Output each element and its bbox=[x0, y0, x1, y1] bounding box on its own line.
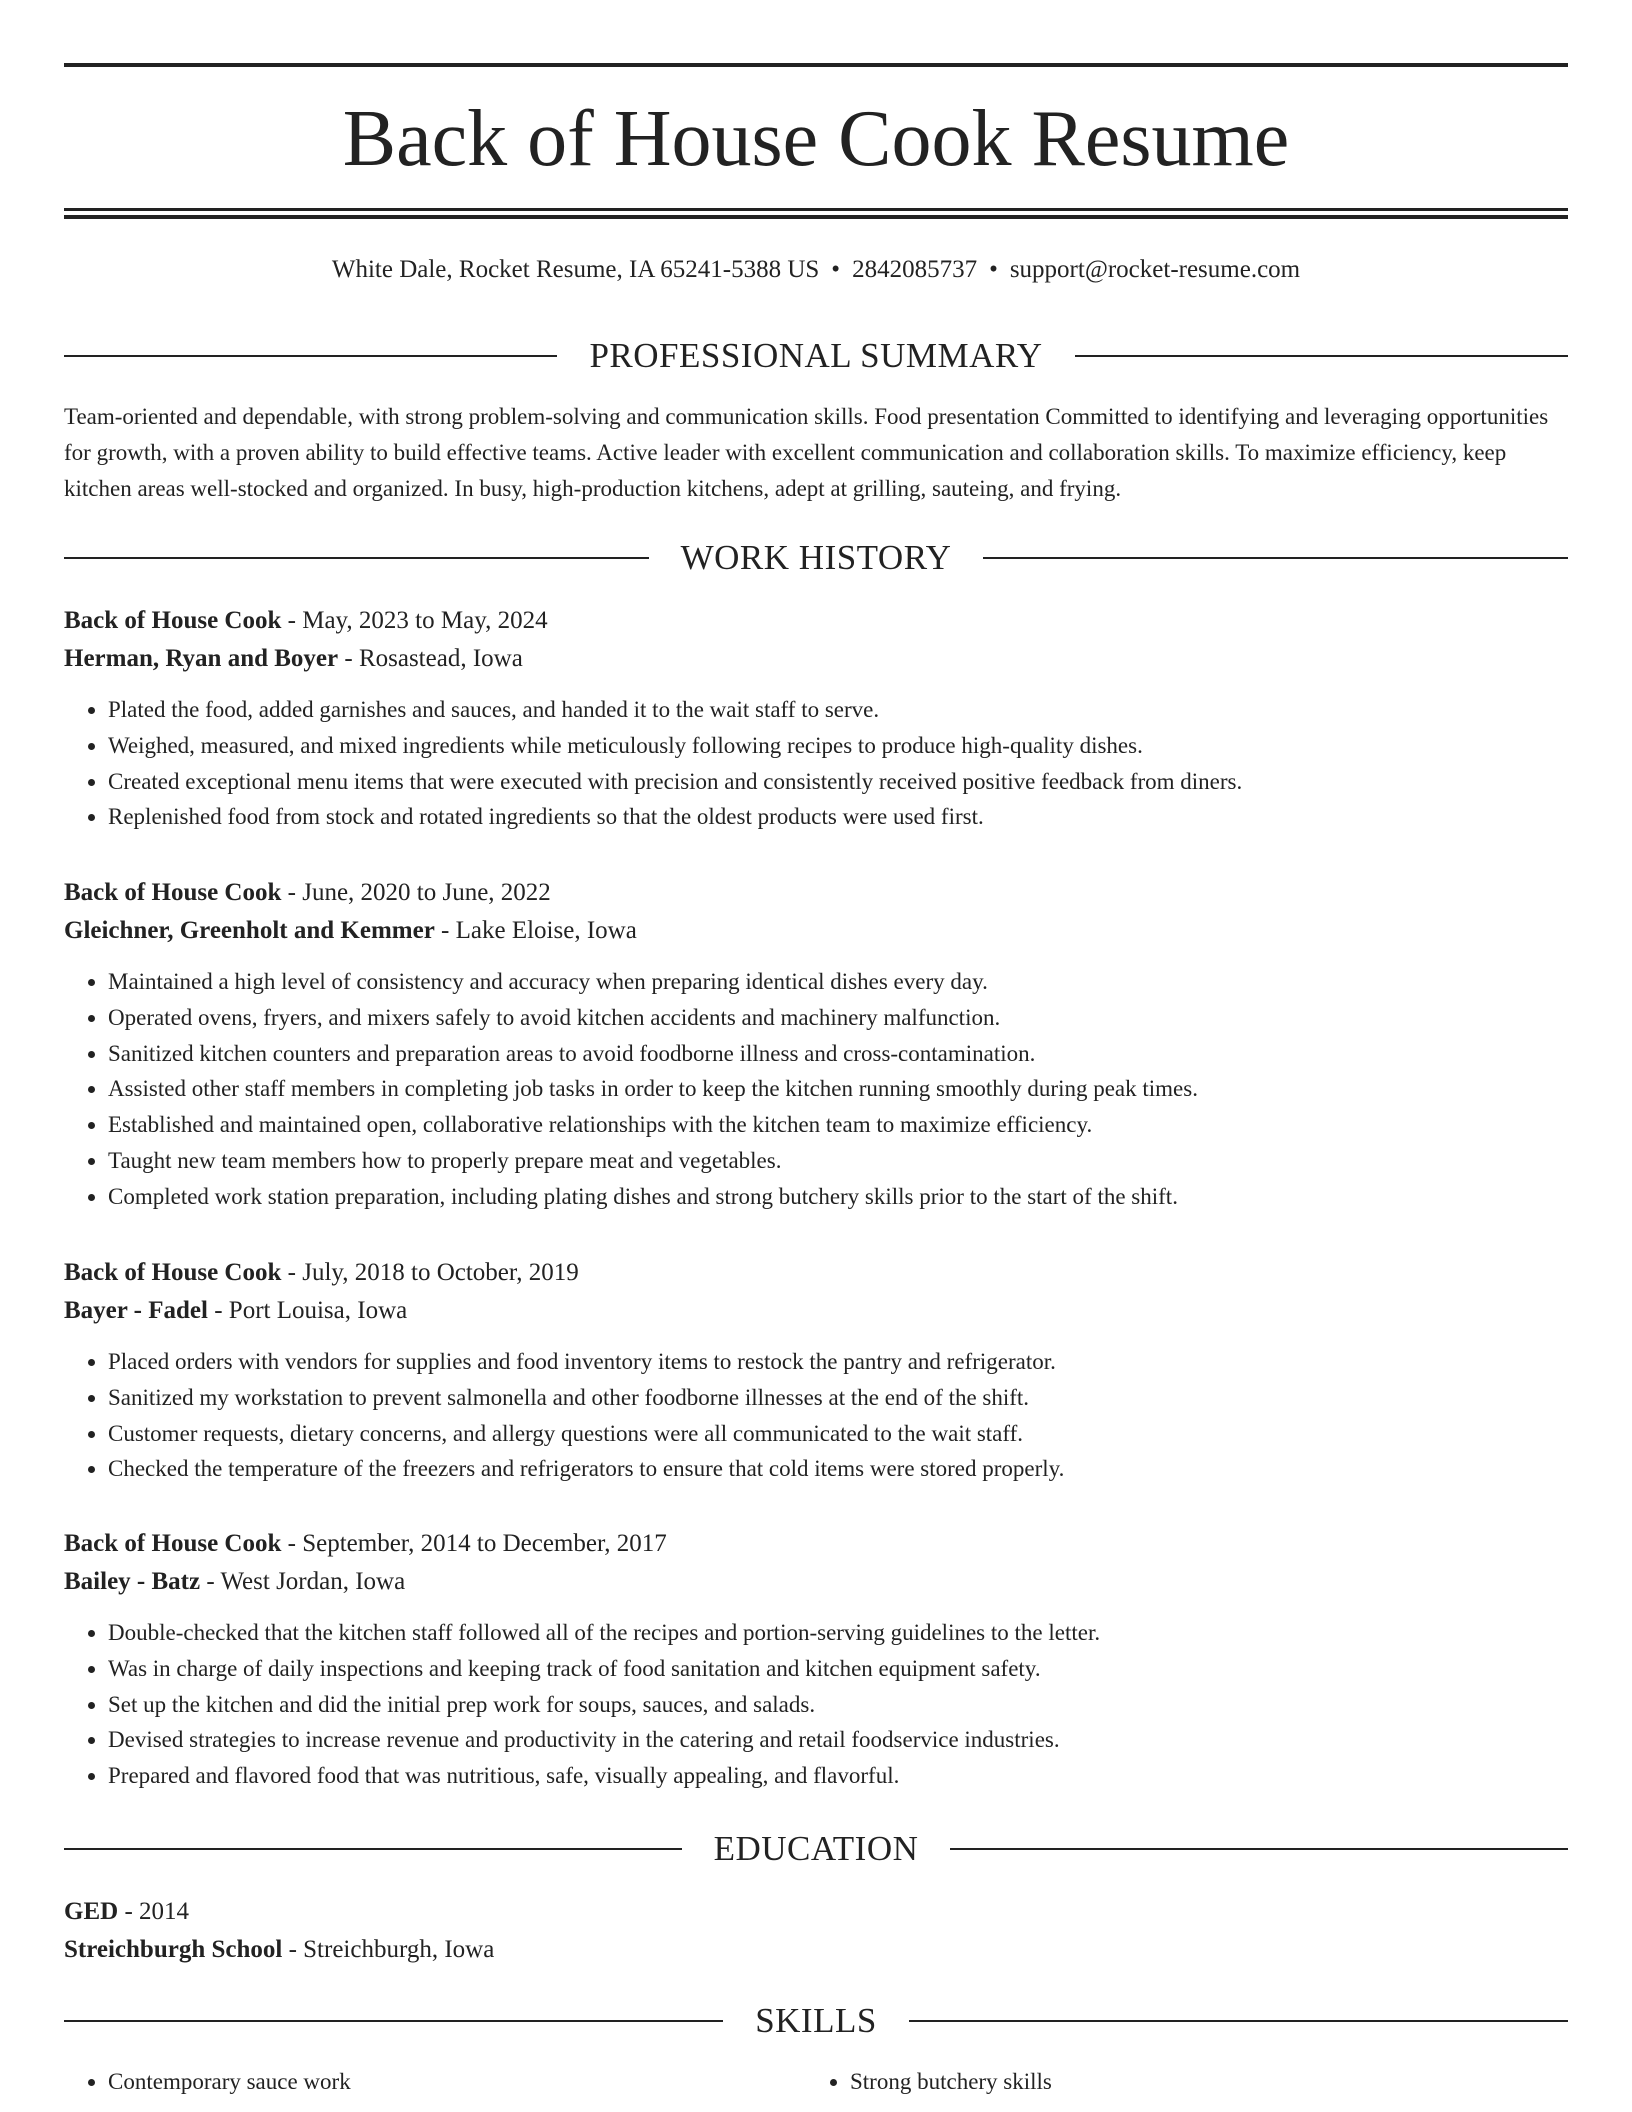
contact-separator: • bbox=[831, 256, 841, 283]
job-location: - Port Louisa, Iowa bbox=[207, 1297, 408, 1324]
list-item: • Plated the food, added garnishes and sauces, and handed it to the wait staff to serve. bbox=[108, 692, 1568, 728]
job-employer: Gleichner, Greenholt and Kemmer bbox=[64, 917, 435, 944]
job-title: Back of House Cook bbox=[64, 1530, 282, 1557]
list-item: • Was in charge of daily inspections and keeping track of food sanitation and kitchen equipment safety. bbox=[108, 1651, 1568, 1687]
job-employer: Herman, Ryan and Boyer bbox=[64, 645, 339, 672]
job-entry bbox=[64, 1254, 1568, 1487]
job-employer: Bayer - Fadel bbox=[64, 1297, 208, 1324]
section-title: EDUCATION bbox=[713, 1829, 919, 1868]
top-rule bbox=[64, 63, 1568, 67]
section-heading-skills bbox=[64, 1999, 1568, 2043]
job-bullets bbox=[64, 1344, 1568, 1487]
resume-title: Back of House Cook Resume bbox=[342, 95, 1290, 183]
job-entry bbox=[64, 874, 1568, 1215]
section-title: SKILLS bbox=[755, 2001, 877, 2040]
list-item: • Sanitized kitchen counters and preparation areas to avoid foodborne illness and cross-contamination. bbox=[108, 1036, 1568, 1072]
contact-email: support@rocket-resume.com bbox=[1009, 256, 1301, 283]
list-item: • Double-checked that the kitchen staff followed all of the recipes and portion-serving guidelines to the letter. bbox=[108, 1615, 1568, 1651]
title-double-rule bbox=[64, 208, 1568, 219]
list-item: • Assisted other staff members in completing job tasks in order to keep the kitchen running smoothly during peak times. bbox=[108, 1071, 1568, 1107]
divider bbox=[64, 1848, 682, 1850]
contact-line bbox=[64, 254, 1568, 286]
job-title-line bbox=[64, 602, 1568, 640]
job-entry bbox=[64, 1525, 1568, 1794]
divider bbox=[909, 2020, 1568, 2022]
education-school: Streichburgh School bbox=[64, 1936, 283, 1963]
skill-item: • Contemporary sauce work bbox=[108, 2064, 806, 2100]
list-item: • Sanitized my workstation to prevent salmonella and other foodborne illnesses at the end of the shift. bbox=[108, 1380, 1568, 1416]
section-heading-work-history bbox=[64, 536, 1568, 580]
job-title-line bbox=[64, 1525, 1568, 1563]
list-item: • Completed work station preparation, including plating dishes and strong butchery skills prior to the start of the shift. bbox=[108, 1179, 1568, 1215]
job-location: - West Jordan, Iowa bbox=[200, 1568, 406, 1595]
divider bbox=[950, 1848, 1568, 1850]
job-location: - Lake Eloise, Iowa bbox=[434, 917, 637, 944]
job-employer-line bbox=[64, 1292, 1568, 1330]
job-bullets bbox=[64, 964, 1568, 1215]
education-degree: GED bbox=[64, 1898, 119, 1925]
section-title: PROFESSIONAL SUMMARY bbox=[589, 336, 1043, 375]
education-school-line bbox=[64, 1931, 1568, 1969]
section-heading-education bbox=[64, 1827, 1568, 1871]
education-degree-line bbox=[64, 1893, 1568, 1931]
education-year: - 2014 bbox=[118, 1898, 190, 1925]
job-employer-line bbox=[64, 640, 1568, 678]
list-item: • Checked the temperature of the freezers and refrigerators to ensure that cold items were stored properly. bbox=[108, 1451, 1568, 1487]
job-dates: - September, 2014 to December, 2017 bbox=[281, 1530, 667, 1557]
list-item: • Weighed, measured, and mixed ingredients while meticulously following recipes to produce high-quality dishes. bbox=[108, 728, 1568, 764]
list-item: • Operated ovens, fryers, and mixers safely to avoid kitchen accidents and machinery malfunction. bbox=[108, 1000, 1568, 1036]
education-location: - Streichburgh, Iowa bbox=[282, 1936, 495, 1963]
divider bbox=[64, 355, 557, 357]
list-item: • Placed orders with vendors for supplies and food inventory items to restock the pantry and refrigerator. bbox=[108, 1344, 1568, 1380]
job-dates: - May, 2023 to May, 2024 bbox=[281, 607, 548, 634]
skills-column-right bbox=[806, 2064, 1548, 2100]
job-title-line bbox=[64, 1254, 1568, 1292]
job-title: Back of House Cook bbox=[64, 879, 282, 906]
section-title: WORK HISTORY bbox=[680, 538, 952, 577]
divider bbox=[983, 557, 1568, 559]
list-item: • Created exceptional menu items that were executed with precision and consistently received positive feedback from diners. bbox=[108, 764, 1568, 800]
resume-page bbox=[64, 0, 1568, 2094]
list-item: • Replenished food from stock and rotated ingredients so that the oldest products were used first. bbox=[108, 799, 1568, 835]
job-title-line bbox=[64, 874, 1568, 912]
job-dates: - June, 2020 to June, 2022 bbox=[281, 879, 551, 906]
list-item: • Prepared and flavored food that was nutritious, safe, visually appealing, and flavorful. bbox=[108, 1758, 1568, 1794]
skills-column-left bbox=[64, 2064, 806, 2100]
list-item: • Maintained a high level of consistency and accuracy when preparing identical dishes every day. bbox=[108, 964, 1568, 1000]
job-bullets bbox=[64, 1615, 1568, 1794]
skills-list bbox=[64, 2064, 1568, 2100]
education-entry bbox=[64, 1893, 1568, 1969]
list-item: • Established and maintained open, collaborative relationships with the kitchen team to maximize efficiency. bbox=[108, 1107, 1568, 1143]
job-bullets bbox=[64, 692, 1568, 835]
summary-text: Team-oriented and dependable, with strong problem-solving and communication skills. Food presentation Committed to identifying and leveraging opportunities for growth, with a proven ability to build effective teams. Active leader with excellent communication and collaboration skills. To maximize efficiency, keep kitchen areas well-stocked and organized. In busy, high-production kitchens, adept at grilling, sauteing, and frying. bbox=[64, 404, 1549, 501]
skill-item: • Strong butchery skills bbox=[850, 2064, 1548, 2100]
contact-address: White Dale, Rocket Resume, IA 65241-5388 US bbox=[331, 256, 820, 283]
divider bbox=[1075, 355, 1568, 357]
job-employer-line bbox=[64, 1563, 1568, 1601]
job-dates: - July, 2018 to October, 2019 bbox=[281, 1259, 579, 1286]
job-employer: Bailey - Batz bbox=[64, 1568, 201, 1595]
list-item: • Taught new team members how to properly prepare meat and vegetables. bbox=[108, 1143, 1568, 1179]
divider bbox=[64, 557, 649, 559]
job-entry bbox=[64, 602, 1568, 835]
list-item: • Customer requests, dietary concerns, and allergy questions were all communicated to the wait staff. bbox=[108, 1416, 1568, 1452]
job-location: - Rosastead, Iowa bbox=[338, 645, 523, 672]
list-item: • Devised strategies to increase revenue and productivity in the catering and retail foodservice industries. bbox=[108, 1722, 1568, 1758]
contact-phone: 2842085737 bbox=[852, 256, 978, 283]
job-employer-line bbox=[64, 912, 1568, 950]
list-item: • Set up the kitchen and did the initial prep work for soups, sauces, and salads. bbox=[108, 1687, 1568, 1723]
job-title: Back of House Cook bbox=[64, 607, 282, 634]
section-heading-summary bbox=[64, 334, 1568, 378]
divider bbox=[64, 2020, 723, 2022]
contact-separator: • bbox=[989, 256, 998, 283]
job-title: Back of House Cook bbox=[64, 1259, 282, 1286]
